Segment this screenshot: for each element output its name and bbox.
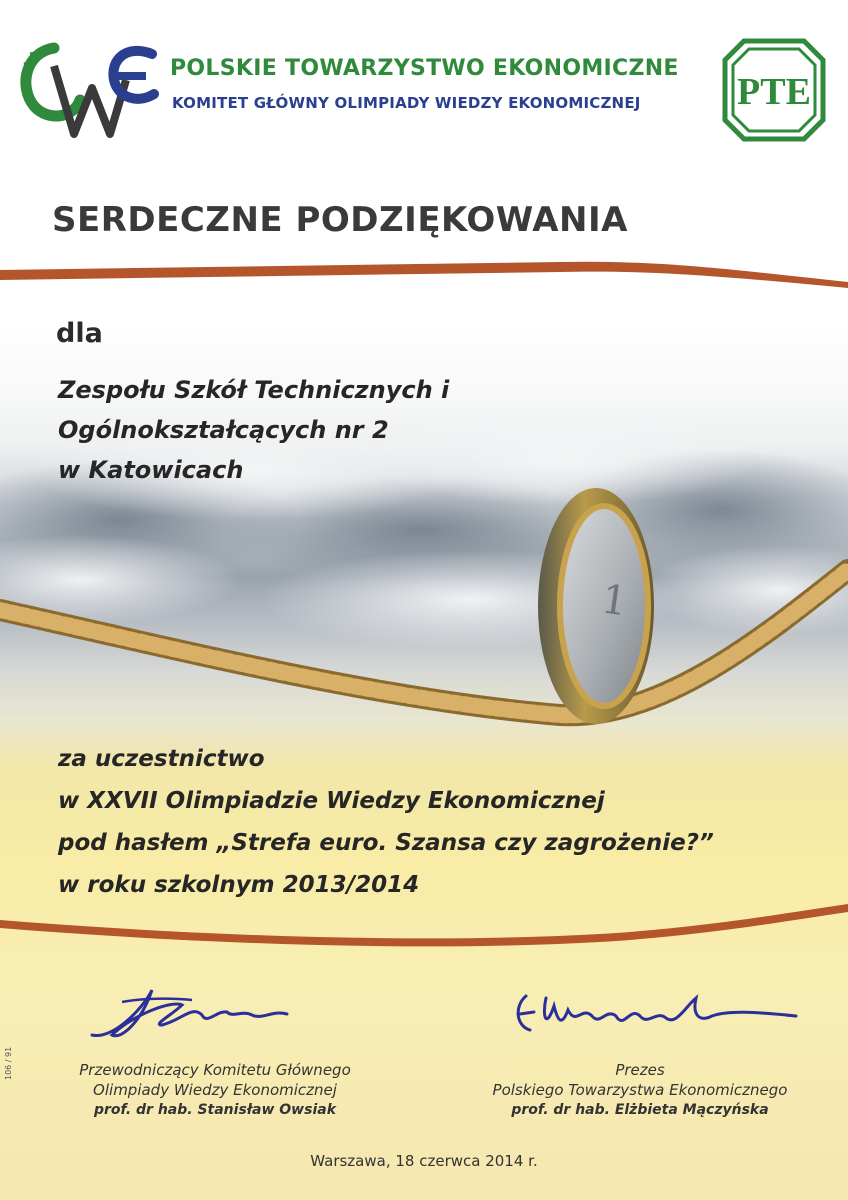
body-line: w XXVII Olimpiadzie Wiedzy Ekonomicznej bbox=[58, 788, 605, 814]
pte-logo-icon bbox=[722, 38, 826, 142]
committee-name: KOMITET GŁÓWNY OLIMPIADY WIEDZY EKONOMICZNEJ bbox=[172, 94, 641, 112]
place-and-date: Warszawa, 18 czerwca 2014 r. bbox=[310, 1152, 538, 1170]
recipient-name bbox=[58, 370, 449, 490]
body-line: pod hasłem „Strefa euro. Szansa czy zagrożenie?” bbox=[58, 830, 714, 856]
upper-divider bbox=[0, 252, 848, 292]
left-signatory bbox=[20, 1060, 410, 1120]
recipient-line: w Katowicach bbox=[58, 456, 244, 484]
recipient-line: Zespołu Szkół Technicznych i bbox=[58, 376, 450, 404]
svg-text:1: 1 bbox=[598, 576, 631, 626]
certificate-title: SERDECZNE PODZIĘKOWANIA bbox=[52, 200, 628, 240]
right-role-line: Prezes bbox=[615, 1061, 665, 1079]
recipient-intro: dla bbox=[56, 318, 103, 349]
left-signatory-name: prof. dr hab. Stanisław Owsiak bbox=[93, 1102, 337, 1118]
right-role-line: Polskiego Towarzystwa Ekonomicznego bbox=[492, 1081, 788, 1099]
right-signatory-name: prof. dr hab. Elżbieta Mączyńska bbox=[511, 1102, 769, 1118]
right-signature bbox=[506, 986, 806, 1046]
participation-text bbox=[58, 738, 714, 906]
body-line: w roku szkolnym 2013/2014 bbox=[58, 872, 420, 898]
left-role-line: Olimpiady Wiedzy Ekonomicznej bbox=[93, 1081, 337, 1099]
body-line: za uczestnictwo bbox=[58, 746, 265, 772]
recipient-line: Ogólnokształcących nr 2 bbox=[58, 416, 389, 444]
left-signature bbox=[82, 980, 312, 1050]
organization-name: POLSKIE TOWARZYSTWO EKONOMICZNE bbox=[170, 56, 679, 81]
right-signatory bbox=[440, 1060, 840, 1120]
owe-logo-icon bbox=[14, 36, 164, 141]
pte-logo-text: PTE bbox=[737, 71, 811, 113]
left-role-line: Przewodniczący Komitetu Głównego bbox=[79, 1061, 351, 1079]
print-code: 106 / 91 bbox=[4, 1046, 13, 1080]
lower-divider bbox=[0, 900, 848, 950]
